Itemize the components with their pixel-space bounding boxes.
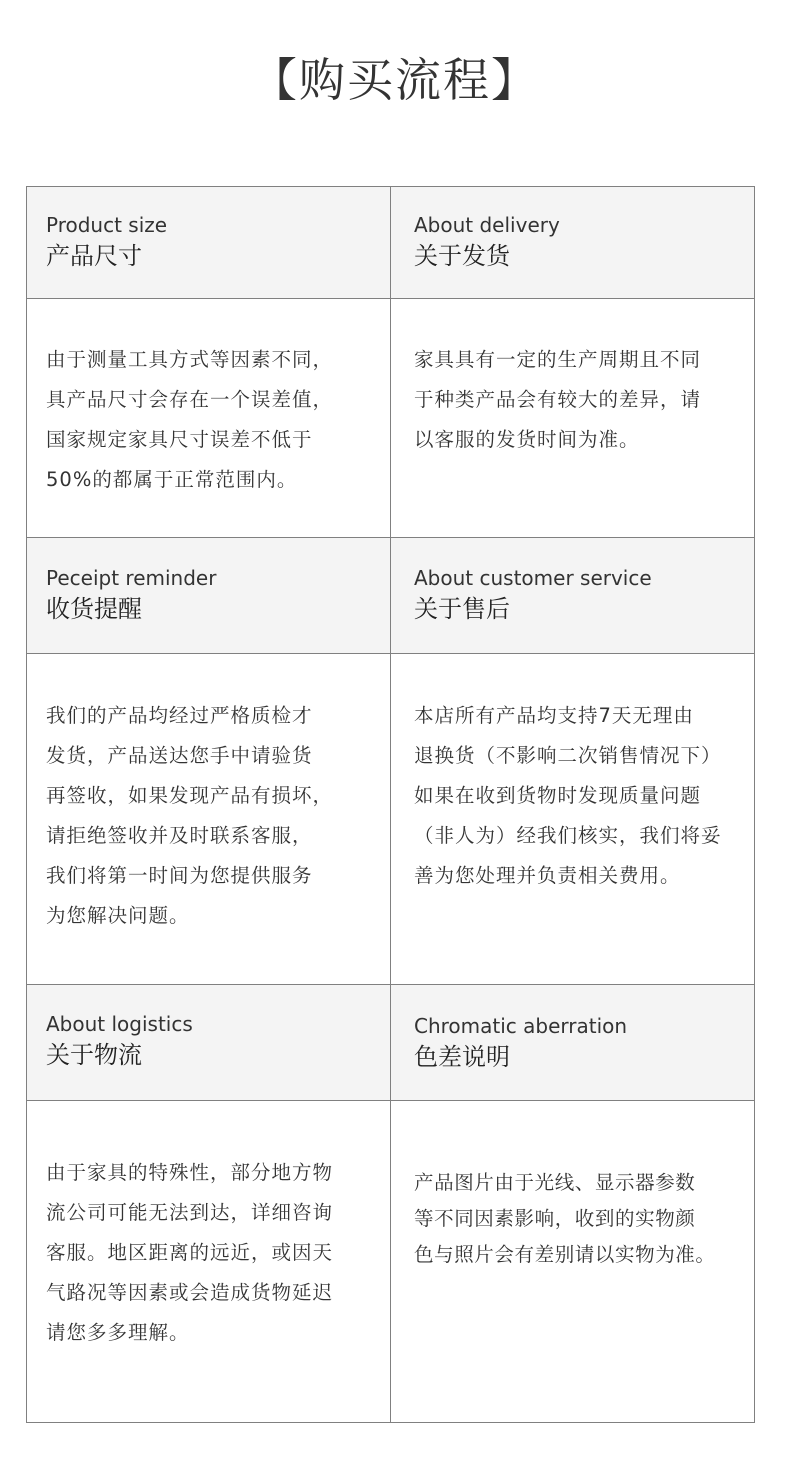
text-line: （非人为）经我们核实，我们将妥 bbox=[414, 824, 722, 847]
text-line: 再签收，如果发现产品有损坏， bbox=[46, 784, 334, 807]
text-line: 50%的都属于正常范围内。 bbox=[46, 468, 298, 491]
section-title-en: About logistics bbox=[46, 1012, 193, 1036]
text-line: 国家规定家具尺寸误差不低于 bbox=[46, 428, 313, 451]
section-title-zh: 关于发货 bbox=[414, 242, 510, 270]
chromatic-aberration-text bbox=[391, 1101, 755, 1423]
section-title-zh: 产品尺寸 bbox=[46, 242, 142, 270]
about-logistics-text bbox=[27, 1101, 391, 1423]
section-title-zh: 关于售后 bbox=[414, 595, 510, 623]
chromatic-aberration-header bbox=[391, 985, 755, 1101]
about-delivery-header bbox=[391, 187, 755, 299]
customer-service-text bbox=[391, 654, 755, 985]
section-title-en: Chromatic aberration bbox=[414, 1014, 628, 1038]
text-line: 退换货（不影响二次销售情况下） bbox=[414, 744, 722, 767]
text-line: 产品图片由于光线、显示器参数 bbox=[414, 1171, 696, 1194]
header-row bbox=[27, 985, 755, 1101]
text-line: 由于家具的特殊性，部分地方物 bbox=[46, 1161, 334, 1184]
header-row bbox=[27, 187, 755, 299]
text-line: 发货，产品送达您手中请验货 bbox=[46, 744, 313, 767]
section-title-zh: 收货提醒 bbox=[46, 595, 142, 623]
section-title-en: Product size bbox=[46, 213, 168, 237]
about-delivery-text bbox=[391, 299, 755, 538]
section-title-en: About delivery bbox=[414, 213, 560, 237]
text-line: 等不同因素影响，收到的实物颜 bbox=[414, 1207, 696, 1230]
body-row bbox=[27, 1101, 755, 1423]
text-line: 请拒绝签收并及时联系客服， bbox=[46, 824, 313, 847]
product-size-text bbox=[27, 299, 391, 538]
about-logistics-header bbox=[27, 985, 391, 1101]
section-title-zh: 色差说明 bbox=[414, 1043, 510, 1071]
receipt-reminder-header bbox=[27, 538, 391, 654]
section-title-en: About customer service bbox=[414, 566, 652, 590]
text-line: 请您多多理解。 bbox=[46, 1321, 190, 1344]
text-line: 善为您处理并负责相关费用。 bbox=[414, 864, 681, 887]
text-line: 于种类产品会有较大的差异，请 bbox=[414, 388, 702, 411]
product-size-header bbox=[27, 187, 391, 299]
page-title: 【购买流程】 bbox=[251, 53, 539, 107]
section-title-en: Peceipt reminder bbox=[46, 566, 217, 590]
text-line: 色与照片会有差别请以实物为准。 bbox=[414, 1243, 716, 1266]
customer-service-header bbox=[391, 538, 755, 654]
text-line: 家具具有一定的生产周期且不同 bbox=[414, 348, 702, 371]
text-line: 由于测量工具方式等因素不同， bbox=[46, 348, 334, 371]
text-line: 以客服的发货时间为准。 bbox=[414, 428, 640, 451]
body-row bbox=[27, 654, 755, 985]
text-line: 我们将第一时间为您提供服务 bbox=[46, 864, 313, 887]
text-line: 如果在收到货物时发现质量问题 bbox=[414, 784, 702, 807]
text-line: 具产品尺寸会存在一个误差值， bbox=[46, 388, 334, 411]
receipt-reminder-text bbox=[27, 654, 391, 985]
body-row bbox=[27, 299, 755, 538]
header-row bbox=[27, 538, 755, 654]
text-line: 为您解决问题。 bbox=[46, 904, 190, 927]
text-line: 客服。地区距离的远近，或因天 bbox=[46, 1241, 334, 1264]
text-line: 本店所有产品均支持7天无理由 bbox=[414, 704, 694, 727]
text-line: 我们的产品均经过严格质检才 bbox=[46, 704, 313, 727]
section-title-zh: 关于物流 bbox=[46, 1041, 142, 1069]
text-line: 气路况等因素或会造成货物延迟 bbox=[46, 1281, 334, 1304]
purchase-info-table bbox=[26, 186, 755, 1423]
text-line: 流公司可能无法到达，详细咨询 bbox=[46, 1201, 334, 1224]
